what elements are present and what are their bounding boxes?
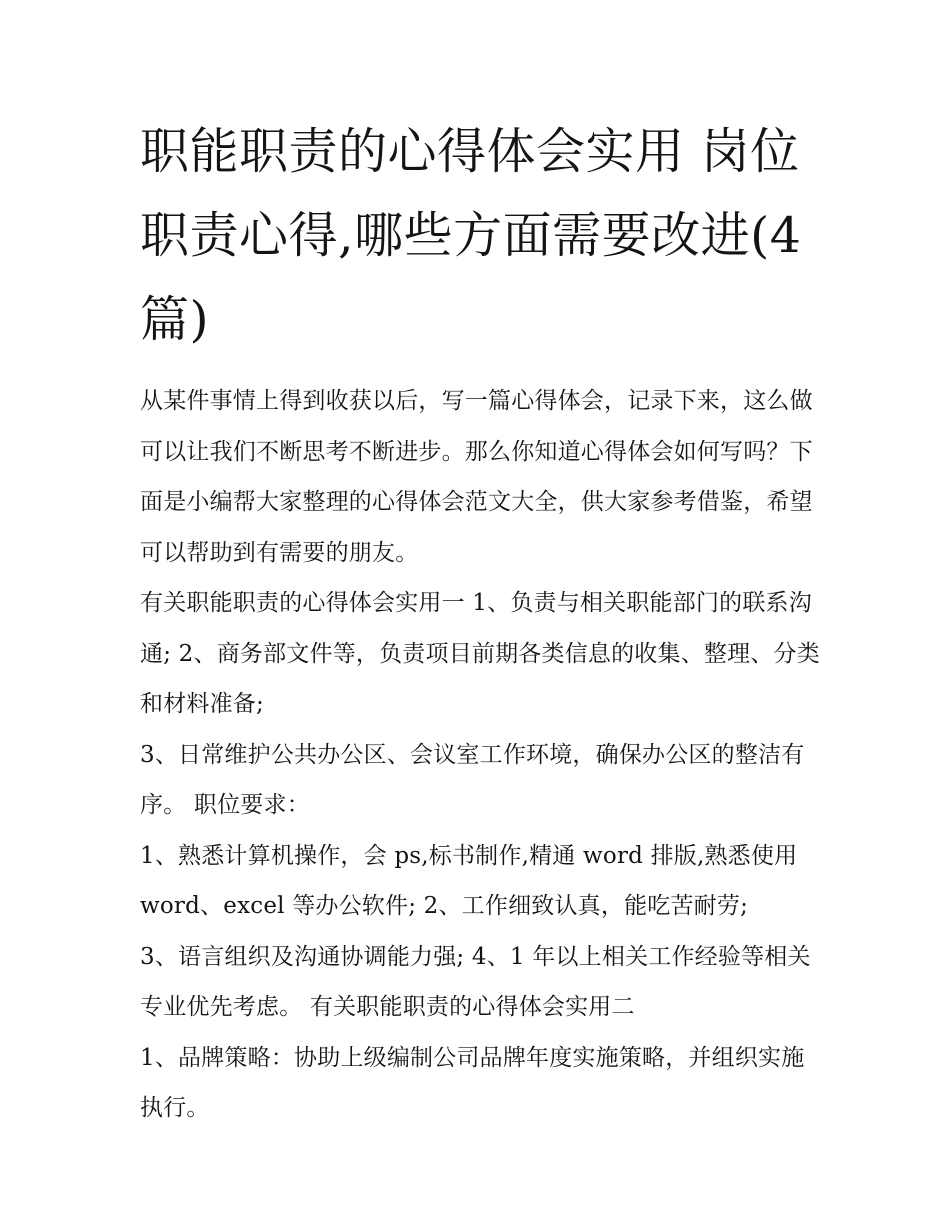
document-page (140, 110, 820, 1134)
paragraph-requirements-2: 3、语言组织及沟通协调能力强; 4、1 年以上相关工作经验等相关专业优先考虑。 有关职能职责的心得体会实用二 (140, 943, 811, 1020)
paragraph-duty-2: 3、日常维护公共办公区、会议室工作环境，确保办公区的整洁有序。 职位要求： (140, 741, 805, 818)
paragraph-intro: 从某件事情上得到收获以后，写一篇心得体会，记录下来，这么做可以让我们不断思考不断进步。那么你知道心得体会如何写吗？下面是小编帮大家整理的心得体会范文大全，供大家参考借鉴，希望可以帮助到有需要的朋友。 (140, 388, 813, 566)
document-title: 职能职责的心得体会实用 岗位职责心得,哪些方面需要改进(4篇) (140, 123, 802, 348)
paragraph-duty-1: 有关职能职责的心得体会实用一 1、负责与相关职能部门的联系沟通; 2、商务部文件等，负责项目前期各类信息的收集、整理、分类和材料准备; (140, 590, 820, 717)
paragraph-requirements-1: 1、熟悉计算机操作，会 ps,标书制作,精通 word 排版,熟悉使用 word、excel 等办公软件; 2、工作细致认真，能吃苦耐劳; (140, 842, 798, 919)
paragraph-brand-strategy: 1、品牌策略：协助上级编制公司品牌年度实施策略，并组织实施执行。 (140, 1044, 805, 1121)
